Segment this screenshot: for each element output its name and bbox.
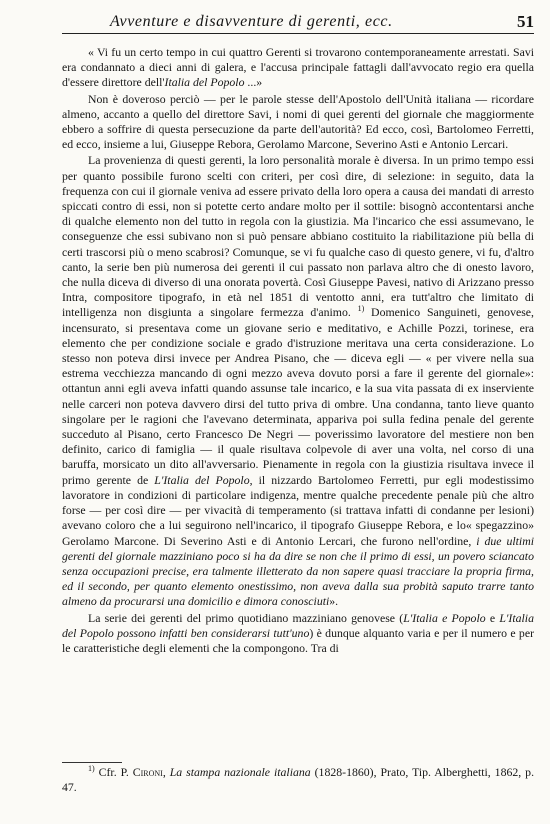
- paragraph-3-part-4: ».: [329, 594, 339, 609]
- paragraph-3: [62, 153, 534, 609]
- footnote: [62, 765, 534, 795]
- footnote-author: Cironi: [132, 765, 163, 779]
- quote-text: « Vi fu un certo tempo in cui quattro Gerenti si trovarono contemporaneamente arrestati. Savi era condannato a dieci anni di galera, e l'accusa principale fattagli dall'avvocato regio era quella d'essere direttore dell': [62, 45, 534, 90]
- footnote-reference: 1): [357, 304, 365, 314]
- paragraph-3-part-3: , il nizzardo Bartolomeo Ferretti, pur egli modestissimo lavoratore in condizioni di particolare indigenza, mentre qualche precedente penale più che altro forse — per così dire — per vivacità di temperamento (si trattava infatti di condanne per lesioni) avevano coloro che a lui seguirono nell'incarico, il tipografo Giuseppe Rebora, e lo« spegazzino» Gerolamo Marcone. Di Severino Asti e di Antonio Lercari, che furono nell'ordine,: [62, 472, 535, 548]
- paragraph-4-part-1: La serie dei gerenti del primo quotidiano mazziniano genovese (: [88, 610, 404, 625]
- footnote-marker: 1): [88, 764, 95, 774]
- paragraph-4-part-3: ) è dunque alquanto varia e per il numero e per le caratteristiche degli elementi che la compongono. Tra di: [62, 625, 534, 655]
- paragraph-4-part-2: e: [485, 610, 500, 625]
- quote-end: ...»: [244, 75, 263, 90]
- page-number: 51: [517, 12, 534, 31]
- footnote-title: La stampa nazionale italiana: [169, 765, 311, 779]
- paragraph-2: Non è doveroso perciò — per le parole stesse dell'Apostolo dell'Unità italiana — ricordare almeno, accanto a quello del direttore Savi, i nomi di quei gerenti del giornale che maggiormente ebbero a soffrire di questa persecuzione da parte dell'autorità? Ed ecco, così, Bartolomeo Ferretti, ed ecco, insieme a lui, Giuseppe Rebora, Gerolamo Marcone, Severino Asti e Antonio Lercari.: [62, 91, 534, 152]
- paragraph-3-part-1: La provenienza di questi gerenti, la loro personalità morale è diversa. In un primo tempo essi per quanto possibile furono scelti con criteri, per così dire, di selezione: in seguito, data la frequenza con cui il giornale veniva ad essere privato della loro opera a causa dei mandati di arresto spiccati contro di essi, non si potette certo andare molto per il sottile: bisognò accontentarsi anche di qualche elemento non del tutto in regola con la giustizia. Ma l'incarico che essi assumevano, le conseguenze che essi subivano non si può pensare abbiano costituito la riabilitazione più bella di certi trascorsi più o meno scabrosi? Comunque, se vi fu qualche caso di questo genere, vi fu, d'altro canto, la serie ben più numerosa dei gerenti il cui passato non parlava altro che di onesto lavoro, che nulla diceva di diverso di una onorata povertà. Così Giuseppe Pavesi, nativo di Arizzano presso Intra, compositore tipografo, in età nel 1851 di ventotto anni, era tutt'altro che limitato di intelligenza non disgiunta a singolare fermezza d'animo.: [62, 153, 534, 320]
- paragraph-3-italic-2: i due ultimi gerenti del giornale mazziniano poco si ha da dire se non che il primo di essi, un povero sciancato senza occupazioni precise, era talmente illetterato da non sapere quasi tracciare la propria firma, ed il secondo, per quanto elemento onestissimo, non aveva dalla sua probità saputo trarre tanto almeno da procurarsi una domicilio e dimora conosciuti: [62, 533, 534, 609]
- paragraph-4-italic-1: L'Italia e Popolo: [403, 610, 486, 625]
- paragraph-3-italic-1: L'Italia del Popolo: [154, 472, 250, 487]
- paragraph-4-italic-2: L'Italia del Popolo possono infatti ben considerarsi tutt'uno: [62, 610, 534, 640]
- footnote-divider: [62, 762, 122, 763]
- paragraph-3-part-2: Domenico Sanguineti, genovese, incensurato, si presentava come un giovane serio e meditativo, e Achille Pozzi, torinese, era elemento che per condizione sociale e grado d'istruzione meritava una certa considerazione. Lo stesso non poteva dirsi invece per Andrea Pisano, che — diceva egli — « per vivere nella sua estrema vecchiezza mancando di ogni mezzo aveva dovuto porsi a fare il gerente del giornale»: ottantun anni egli aveva infatti quando assunse tale incarico, e la sua vita passata di ex inserviente nelle carceri non poteva davvero dirsi del tutto priva di ombre. Una condanna, tanto lieve quanto singolare per le ragioni che l'avevano determinata, appariva poi sulla fedina penale del gerente succeduto al Pisano, certo Francesco De Negri — poverissimo lavoratore del mestiere non ben definito, carico di famiglia — il quale risultava colpevole di aver una volta, nel corso di una baruffa, morsicato un dito all'avversario. Pienamente in regola con la giustizia risultava invece il primo gerente de: [62, 305, 534, 487]
- running-title: Avventure e disavventure di gerenti, ecc.: [110, 13, 393, 30]
- footnote-details: (1828-1860), Prato, Tip. Alberghetti, 1862, p. 47.: [62, 765, 535, 794]
- paragraph-quote: [62, 45, 534, 91]
- quote-italic-title: Italia del Popolo: [164, 75, 245, 90]
- body-text: [62, 45, 534, 656]
- footnote-prefix: Cfr. P.: [94, 765, 133, 779]
- footnote-comma: ,: [162, 765, 170, 779]
- paragraph-4: [62, 611, 534, 657]
- page-header: [62, 13, 534, 34]
